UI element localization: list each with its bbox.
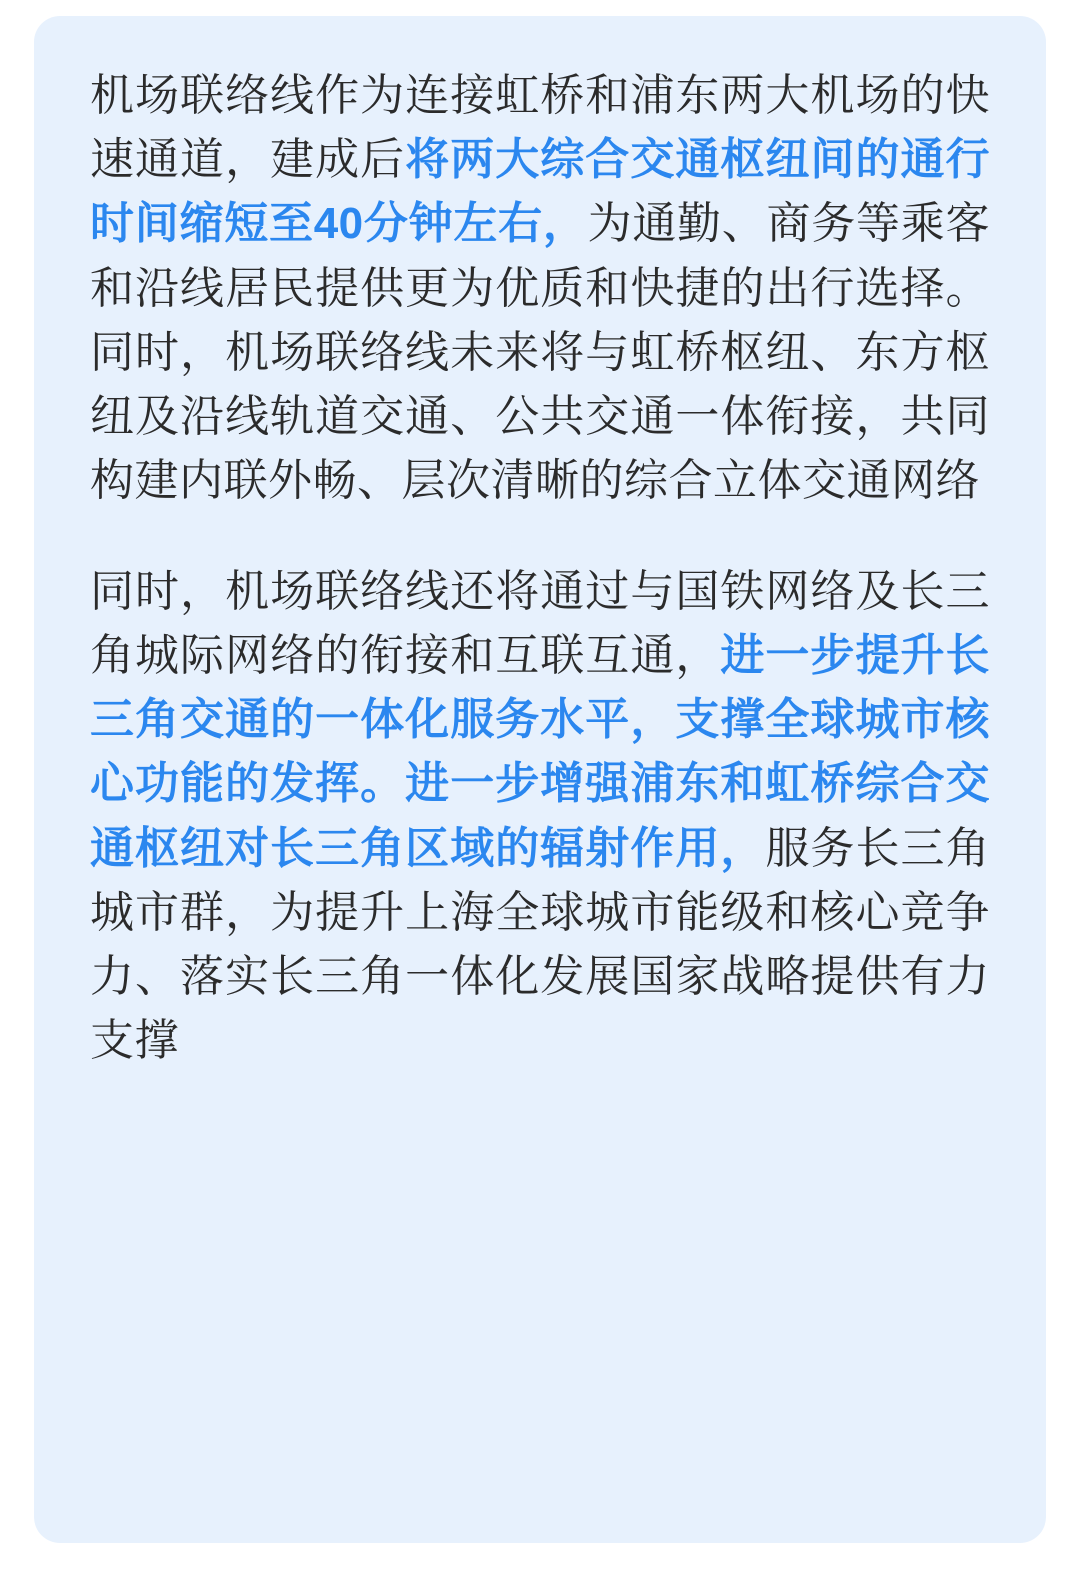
paragraph-2	[90, 560, 990, 1074]
article-text-card	[34, 16, 1046, 1543]
paragraph-1-run-1: 机场联络线作为连接虹桥和浦东两大机场的快速通道，建成后	[90, 71, 990, 185]
paragraph-1-run-3: 为通勤、商务等乘客和沿线居民提供更为优质和快捷的出行选择。同时，机场联络线未来将与虹桥枢纽、东方枢纽及沿线轨道交通、公共交通一体衔接，共同构建内联外畅、层次清晰的综合立体交通网络	[90, 199, 990, 506]
paragraph-2-run-1: 同时，机场联络线还将通过与国铁网络及长三角城际网络的衔接和互联互通，	[90, 566, 990, 680]
paragraph-1-highlight: 将两大综合交通枢纽间的通行时间缩短至40分钟左右，	[90, 135, 991, 249]
paragraph-1	[90, 64, 990, 514]
paragraph-2-highlight: 进一步提升长三角交通的一体化服务水平，支撑全球城市核心功能的发挥。进一步增强浦东和虹桥综合交通枢纽对长三角区域的辐射作用，	[90, 630, 991, 873]
paragraph-2-run-3: 服务长三角城市群，为提升上海全球城市能级和核心竞争力、落实长三角一体化发展国家战略提供有力支撑	[90, 823, 991, 1066]
